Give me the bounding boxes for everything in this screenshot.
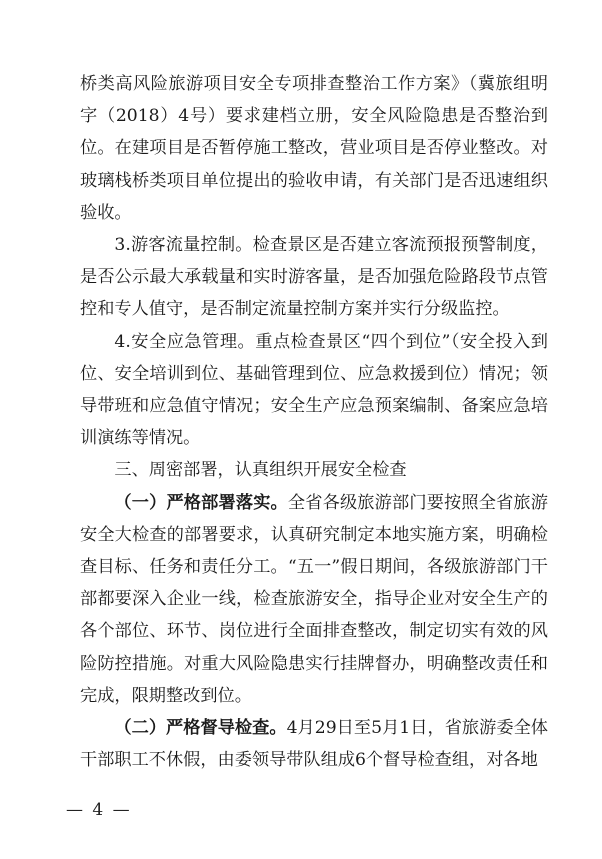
document-body	[80, 68, 548, 776]
paragraph-text: 4.安全应急管理。重点检查景区“四个到位”（安全投入到位、安全培训到位、基础管理到位、应急救援到位）情况；领导带班和应急值守情况；安全生产应急预案编制、备案应急培训演练等情况。	[80, 331, 548, 449]
paragraph-visitor-flow-control	[80, 229, 548, 326]
paragraph-supervision	[80, 712, 548, 776]
section-heading	[80, 454, 548, 486]
paragraph-text: 全省各级旅游部门要按照全省旅游安全大检查的部署要求，认真研究制定本地实施方案，明确检查目标、任务和责任分工。“五一”假日期间，各级旅游部门干部都要深入企业一线，检查旅游安全，指导企业对安全生产的各个部位、环节、岗位进行全面排查整改，制定切实有效的风险防控措施。对重大风险隐患实行挂牌督办，明确整改责任和完成，限期整改到位。	[80, 492, 548, 706]
section-heading-text: 三、周密部署，认真组织开展安全检查	[114, 460, 407, 481]
paragraph-continuation	[80, 68, 548, 229]
paragraph-text: 4月29日至5月1日，省旅游委全体干部职工不休假，由委领导带队组成6个督导检查组，对各地	[80, 718, 548, 771]
paragraph-lead: （一）严格部署落实。	[114, 492, 288, 513]
paragraph-emergency-management	[80, 326, 548, 455]
paragraph-deployment	[80, 487, 548, 712]
page-number: — 4 —	[66, 800, 132, 820]
paragraph-lead: （二）严格督导检查。	[114, 718, 287, 739]
paragraph-text: 桥类高风险旅游项目安全专项排查整治工作方案》（冀旅组明字（2018）4号）要求建档立册，安全风险隐患是否整治到位。在建项目是否暂停施工整改，营业项目是否停业整改。对玻璃栈桥类项目单位提出的验收申请，有关部门是否迅速组织验收。	[80, 74, 548, 223]
paragraph-text: 3.游客流量控制。检查景区是否建立客流预报预警制度，是否公示最大承载量和实时游客量，是否加强危险路段节点管控和专人值守，是否制定流量控制方案并实行分级监控。	[80, 235, 548, 320]
